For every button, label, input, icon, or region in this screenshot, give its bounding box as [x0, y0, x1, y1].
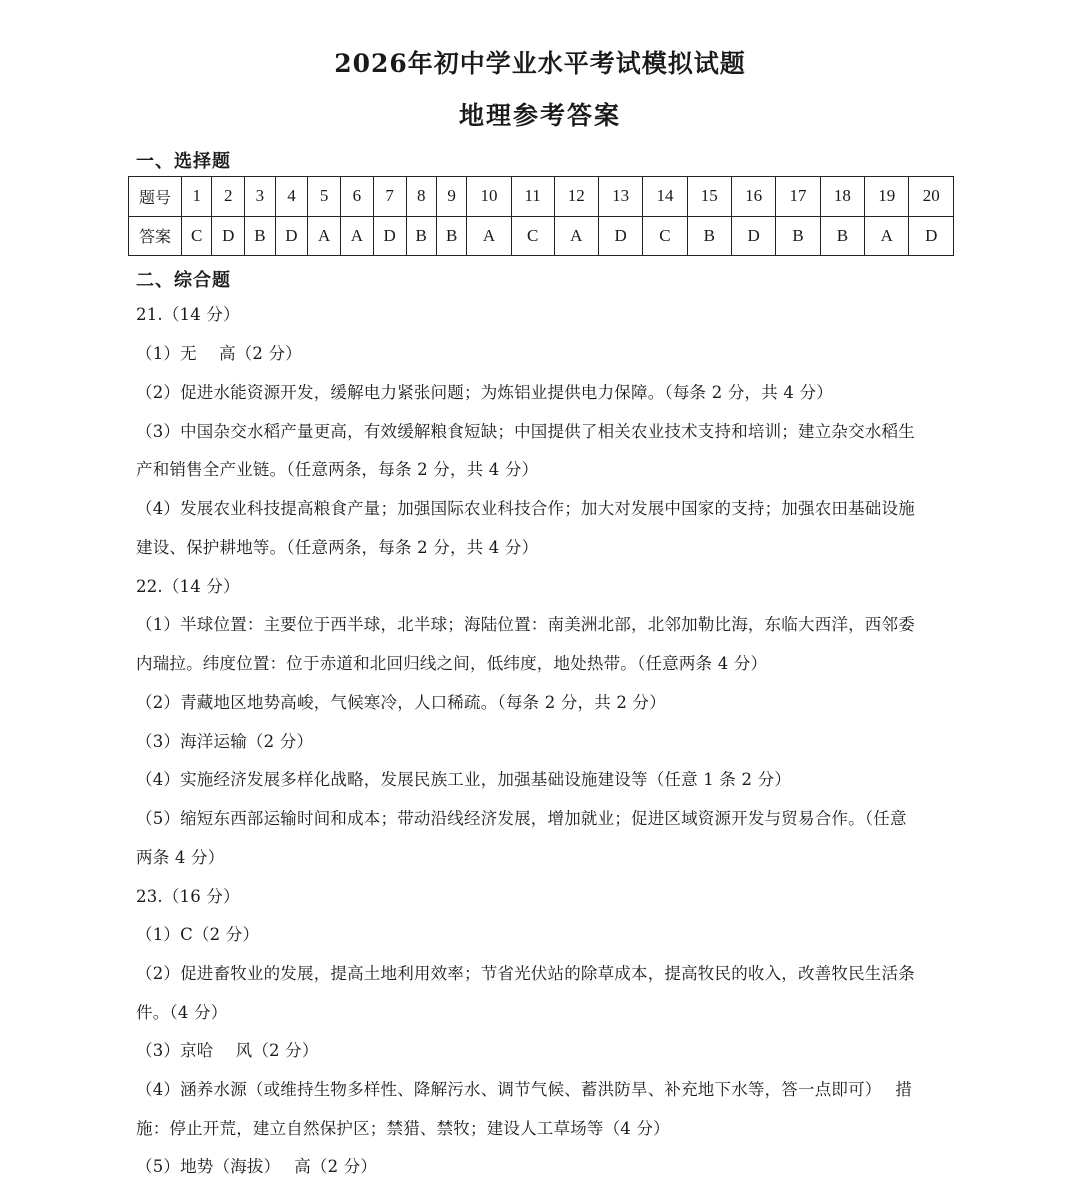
answer-line: 件。（4 分） [136, 1003, 228, 1022]
table-cell-answer: C [643, 216, 687, 256]
table-cell-number: 14 [643, 177, 687, 217]
table-cell-answer: C [182, 216, 212, 256]
question-heading-21: 21.（14 分） [136, 305, 240, 324]
table-cell-answer: A [341, 216, 374, 256]
answer-line: （1）无 高（2 分） [136, 344, 302, 363]
table-cell-number: 15 [687, 177, 731, 217]
table-cell-number: 4 [275, 177, 308, 217]
answer-line: （4）实施经济发展多样化战略，发展民族工业，加强基础设施建设等（任意 1 条 2 分） [136, 770, 792, 789]
table-cell-answer: B [820, 216, 864, 256]
answer-table [128, 176, 954, 256]
table-cell-answer: B [406, 216, 436, 256]
row-label-answer: 答案 [129, 216, 182, 256]
table-cell-answer: B [245, 216, 275, 256]
table-cell-number: 17 [776, 177, 820, 217]
table-cell-answer: D [275, 216, 308, 256]
section-heading-comprehensive: 二、综合题 [136, 270, 231, 291]
table-cell-answer: D [212, 216, 245, 256]
table-cell-answer: C [511, 216, 554, 256]
table-cell-answer: B [776, 216, 820, 256]
answer-line: （5）缩短东西部运输时间和成本；带动沿线经济发展，增加就业；促进区域资源开发与贸易合作。（任意 [136, 809, 907, 828]
table-cell-number: 7 [373, 177, 406, 217]
table-cell-answer: D [909, 216, 954, 256]
table-cell-number: 1 [182, 177, 212, 217]
answer-line: 产和销售全产业链。（任意两条，每条 2 分，共 4 分） [136, 460, 539, 479]
table-cell-answer: A [865, 216, 909, 256]
table-cell-number: 2 [212, 177, 245, 217]
row-label-number: 题号 [129, 177, 182, 217]
answer-line: （1）C（2 分） [136, 925, 260, 944]
table-cell-number: 18 [820, 177, 864, 217]
page-title: 2026年初中学业水平考试模拟试题 [334, 49, 746, 78]
answer-line: （3）海洋运输（2 分） [136, 732, 314, 751]
table-cell-number: 5 [308, 177, 341, 217]
question-heading-23: 23.（16 分） [136, 887, 240, 906]
table-cell-number: 19 [865, 177, 909, 217]
table-cell-number: 11 [511, 177, 554, 217]
table-cell-number: 6 [341, 177, 374, 217]
table-cell-answer: A [554, 216, 598, 256]
answer-line: （2）促进畜牧业的发展，提高土地利用效率；节省光伏站的除草成本，提高牧民的收入，改善牧民生活条 [136, 964, 915, 983]
table-cell-answer: D [598, 216, 642, 256]
table-cell-answer: D [731, 216, 775, 256]
table-cell-number: 9 [436, 177, 466, 217]
table-cell-answer: B [687, 216, 731, 256]
answer-line: 施：停止开荒，建立自然保护区；禁猎、禁牧；建设人工草场等（4 分） [136, 1119, 670, 1138]
answer-line: （5）地势（海拔） 高（2 分） [136, 1157, 378, 1176]
question-heading-22: 22.（14 分） [136, 577, 240, 596]
answer-line: 建设、保护耕地等。（任意两条，每条 2 分，共 4 分） [136, 538, 539, 557]
table-cell-number: 8 [406, 177, 436, 217]
table-cell-number: 16 [731, 177, 775, 217]
table-cell-answer: B [436, 216, 466, 256]
section-heading-choice: 一、选择题 [136, 151, 231, 172]
table-cell-answer: A [467, 216, 511, 256]
answer-line: （3）京哈 风（2 分） [136, 1041, 319, 1060]
page-subtitle: 地理参考答案 [458, 101, 621, 130]
table-cell-answer: D [373, 216, 406, 256]
answer-line: （1）半球位置：主要位于西半球，北半球；海陆位置：南美洲北部，北邻加勒比海，东临大西洋，西邻委 [136, 615, 915, 634]
table-cell-number: 13 [598, 177, 642, 217]
table-cell-number: 12 [554, 177, 598, 217]
answer-line: （3）中国杂交水稻产量更高，有效缓解粮食短缺；中国提供了相关农业技术支持和培训；建立杂交水稻生 [136, 422, 915, 441]
answer-line: （4）涵养水源（或维持生物多样性、降解污水、调节气候、蓄洪防旱、补充地下水等，答一点即可） 措 [136, 1080, 913, 1099]
table-row-numbers [129, 177, 954, 217]
answer-line: （2）青藏地区地势高峻，气候寒冷，人口稀疏。（每条 2 分，共 2 分） [136, 693, 666, 712]
answer-line: （4）发展农业科技提高粮食产量；加强国际农业科技合作；加大对发展中国家的支持；加强农田基础设施 [136, 499, 915, 518]
table-cell-number: 10 [467, 177, 511, 217]
answer-line: （2）促进水能资源开发，缓解电力紧张问题；为炼铝业提供电力保障。（每条 2 分，共 4 分） [136, 383, 833, 402]
answer-line: 内瑞拉。纬度位置：位于赤道和北回归线之间，低纬度，地处热带。（任意两条 4 分） [136, 654, 768, 673]
table-row-answers [129, 216, 954, 256]
table-cell-answer: A [308, 216, 341, 256]
table-cell-number: 3 [245, 177, 275, 217]
table-cell-number: 20 [909, 177, 954, 217]
answer-line: 两条 4 分） [136, 848, 225, 867]
